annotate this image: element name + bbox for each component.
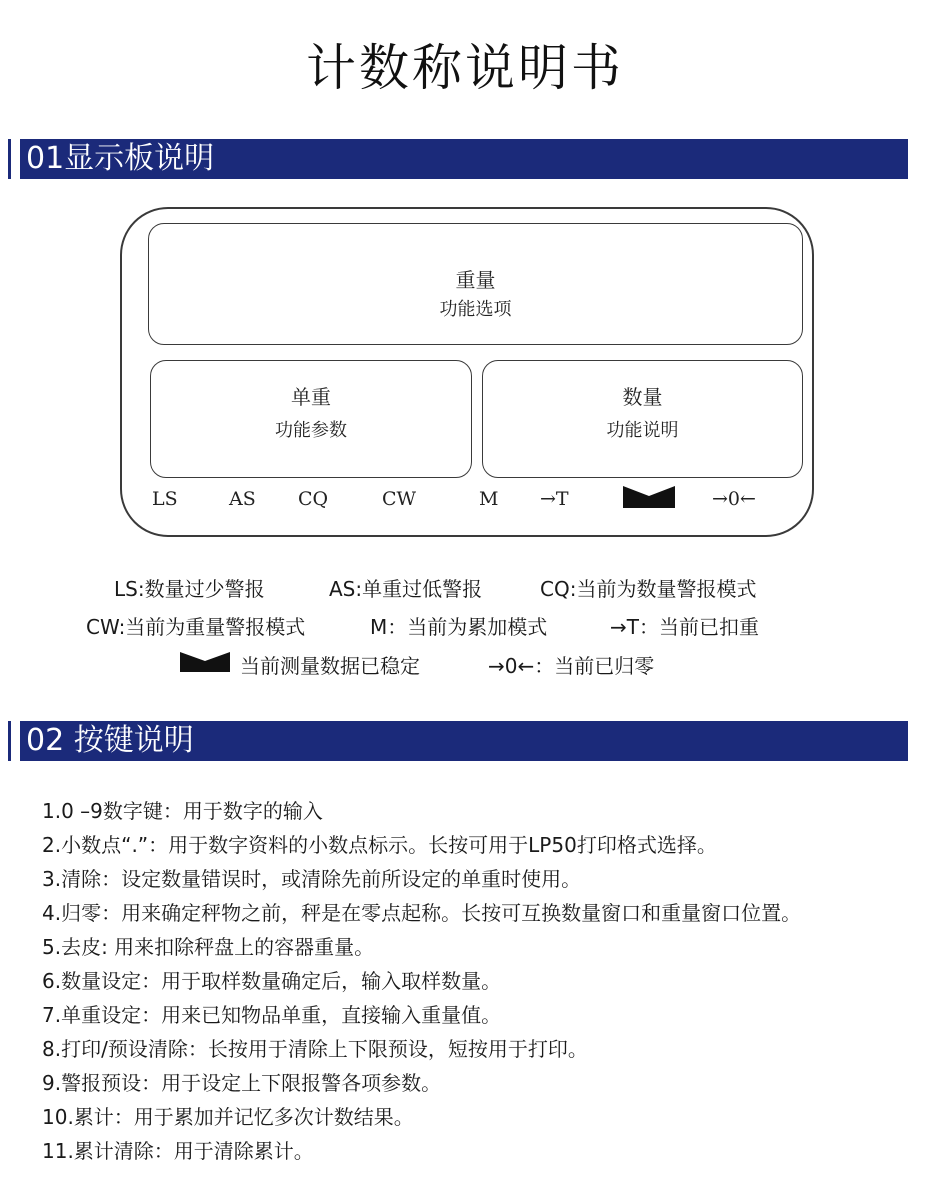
section-title: 02 按键说明	[20, 721, 908, 761]
section-header-display	[8, 139, 908, 179]
indicator-cw: CW	[382, 488, 417, 510]
quantity-window-title: 数量	[622, 385, 663, 409]
list-item: 5.去皮: 用来扣除秤盘上的容器重量。	[42, 935, 375, 959]
section-marker	[8, 139, 11, 179]
document-title: 计数称说明书	[306, 39, 624, 97]
legend-tare: →T：当前已扣重	[610, 615, 759, 639]
stable-indicator-icon	[623, 486, 675, 508]
section-title: 01显示板说明	[20, 139, 908, 179]
indicator-m: M	[479, 488, 499, 510]
section-header-keys	[8, 721, 908, 761]
list-item: 10.累计：用于累加并记忆多次计数结果。	[42, 1105, 414, 1129]
legend-cw: CW:当前为重量警报模式	[86, 615, 306, 639]
indicator-ls: LS	[152, 488, 178, 510]
legend-stable: 当前测量数据已稳定	[240, 654, 420, 678]
list-item: 4.归零：用来确定秤物之前，秤是在零点起称。长按可互换数量窗口和重量窗口位置。	[42, 901, 802, 925]
quantity-window-subtitle: 功能说明	[606, 420, 679, 441]
indicator-zero: →0←	[712, 488, 756, 510]
list-item: 3.清除：设定数量错误时，或清除先前所设定的单重时使用。	[42, 867, 582, 891]
weight-window	[148, 223, 803, 345]
list-item: 11.累计清除：用于清除累计。	[42, 1139, 314, 1163]
quantity-window	[482, 360, 803, 478]
legend-ls: LS:数量过少警报	[114, 577, 265, 601]
unit-weight-window-subtitle: 功能参数	[275, 420, 347, 441]
list-item: 7.单重设定：用来已知物品单重，直接输入重量值。	[42, 1003, 502, 1027]
list-item: 2.小数点“.”：用于数字资料的小数点标示。长按可用于LP50打印格式选择。	[42, 833, 717, 857]
legend-cq: CQ:当前为数量警报模式	[540, 577, 757, 601]
unit-weight-window	[150, 360, 472, 478]
list-item: 1.0 –9数字键：用于数字的输入	[42, 799, 323, 823]
legend-as: AS:单重过低警报	[329, 577, 483, 601]
indicator-tare: →T	[540, 488, 569, 510]
list-item: 8.打印/预设清除：长按用于清除上下限预设，短按用于打印。	[42, 1037, 588, 1061]
stable-legend-icon	[180, 652, 230, 672]
list-item: 6.数量设定：用于取样数量确定后，输入取样数量。	[42, 969, 502, 993]
weight-window-title: 重量	[455, 268, 496, 292]
indicator-as: AS	[229, 488, 256, 510]
list-item: 9.警报预设：用于设定上下限报警各项参数。	[42, 1071, 442, 1095]
legend-zero: →0←：当前已归零	[488, 654, 655, 678]
key-description-list	[42, 794, 801, 1168]
legend-m: M：当前为累加模式	[370, 615, 548, 639]
indicator-cq: CQ	[298, 488, 329, 510]
unit-weight-window-title: 单重	[291, 385, 331, 409]
section-marker	[8, 721, 11, 761]
weight-window-subtitle: 功能选项	[439, 299, 512, 320]
